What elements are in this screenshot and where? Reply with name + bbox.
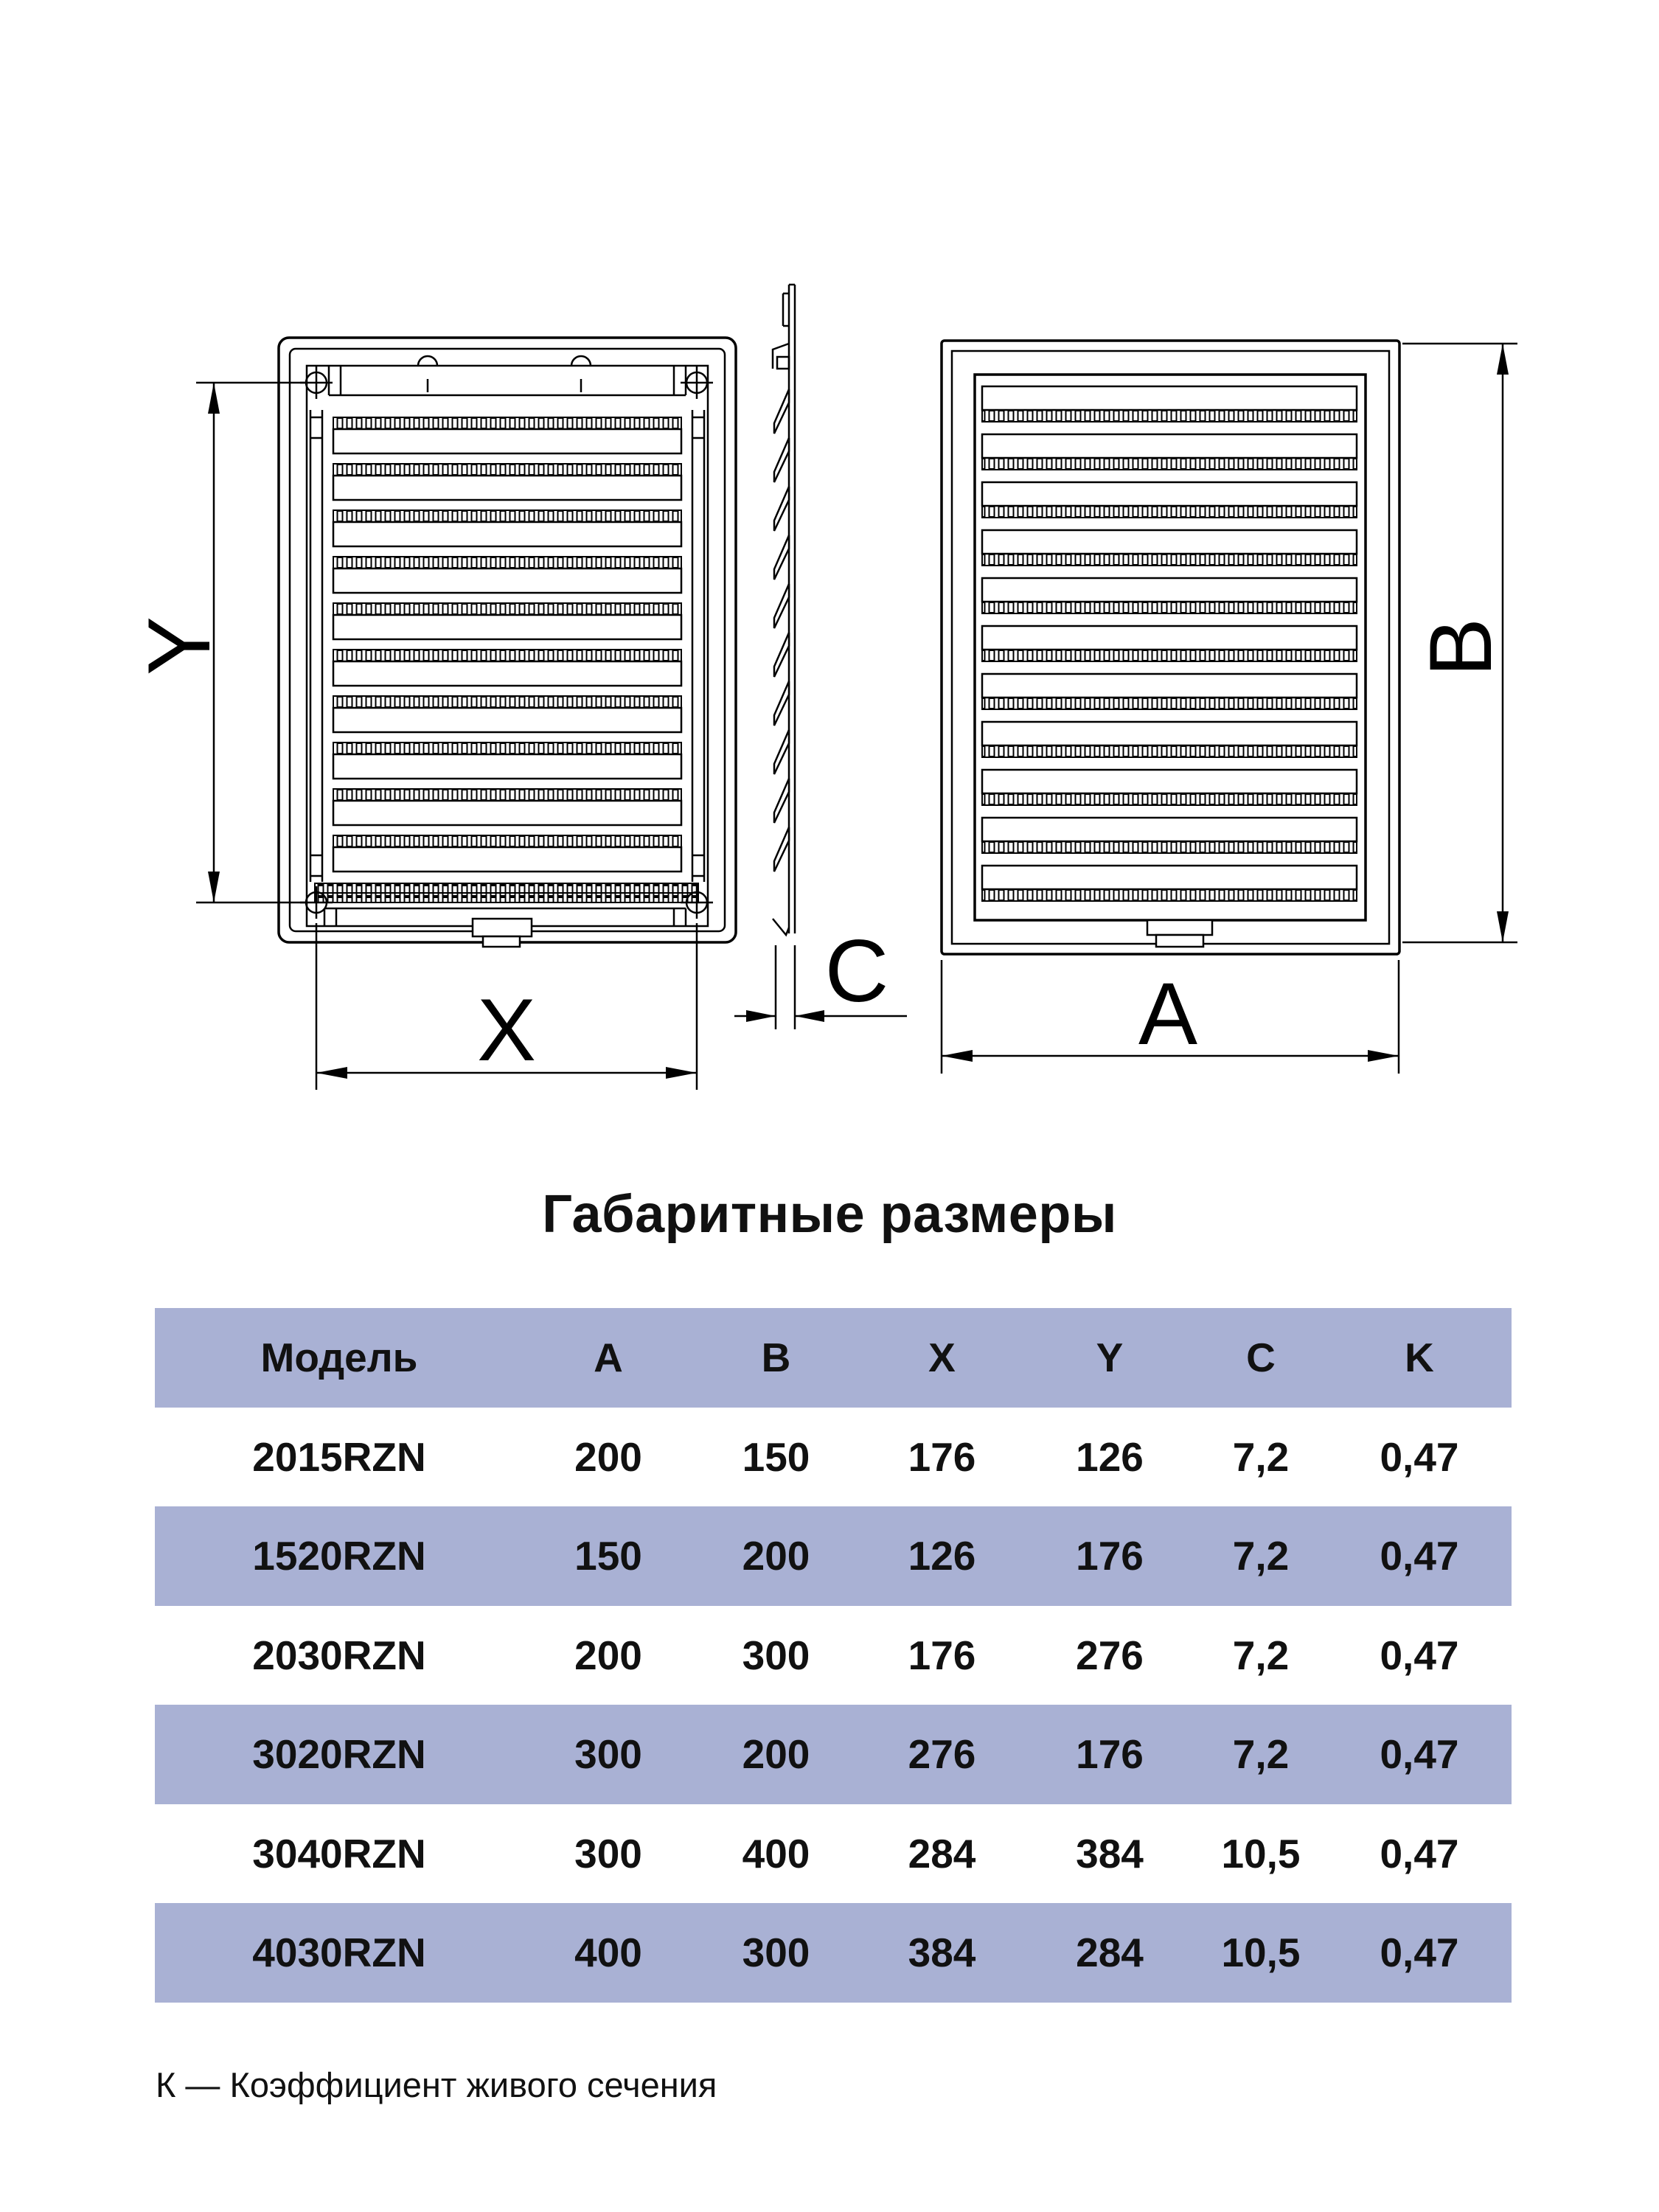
arrow-down-icon bbox=[1497, 911, 1509, 942]
cell: 7,2 bbox=[1232, 1533, 1290, 1579]
front-bottom-bar bbox=[324, 908, 686, 947]
arrow-left-icon bbox=[795, 1010, 824, 1022]
latch-tab bbox=[1156, 935, 1203, 947]
cell: 284 bbox=[1076, 1930, 1144, 1976]
cell-model: 1520RZN bbox=[252, 1533, 426, 1579]
header-cell-a: A bbox=[594, 1335, 623, 1381]
arrow-right-icon bbox=[746, 1010, 776, 1022]
cell: 126 bbox=[908, 1533, 976, 1579]
cell: 10,5 bbox=[1221, 1930, 1301, 1976]
cell: 0,47 bbox=[1380, 1632, 1459, 1678]
arrow-right-icon bbox=[666, 1067, 697, 1079]
cell: 10,5 bbox=[1221, 1830, 1301, 1877]
dimension-b bbox=[1402, 344, 1517, 942]
profile-view-drawing bbox=[734, 285, 907, 1029]
dimension-a bbox=[942, 960, 1399, 1074]
arrow-down-icon bbox=[208, 872, 220, 902]
cell: 176 bbox=[908, 1433, 976, 1480]
arrow-up-icon bbox=[1497, 344, 1509, 375]
cell-model: 2030RZN bbox=[252, 1632, 426, 1678]
latch bbox=[473, 919, 532, 936]
cell: 176 bbox=[908, 1632, 976, 1678]
cell: 7,2 bbox=[1232, 1433, 1290, 1480]
front-top-bar bbox=[329, 356, 686, 395]
cell: 7,2 bbox=[1232, 1632, 1290, 1678]
dimension-label-a: A bbox=[1138, 964, 1198, 1063]
profile-foot bbox=[773, 919, 789, 935]
cell: 176 bbox=[1076, 1731, 1144, 1778]
cell: 0,47 bbox=[1380, 1731, 1459, 1778]
cell: 0,47 bbox=[1380, 1433, 1459, 1480]
cell: 300 bbox=[574, 1830, 642, 1877]
cell: 150 bbox=[742, 1433, 810, 1480]
header-cell-model: Модель bbox=[260, 1335, 418, 1381]
section-title: Габаритные размеры bbox=[542, 1185, 1117, 1244]
header-cell-x: X bbox=[928, 1335, 956, 1381]
dimension-label-b: B bbox=[1411, 617, 1510, 678]
cell: 384 bbox=[908, 1930, 976, 1976]
header-cell-k: K bbox=[1405, 1335, 1434, 1381]
cell: 0,47 bbox=[1380, 1830, 1459, 1877]
header-cell-b: B bbox=[761, 1335, 791, 1381]
cell: 126 bbox=[1076, 1433, 1144, 1480]
header-cell-y: Y bbox=[1096, 1335, 1124, 1381]
latch-tab bbox=[483, 936, 520, 947]
cell: 300 bbox=[742, 1632, 810, 1678]
table-row bbox=[155, 1903, 1512, 2003]
cell: 200 bbox=[742, 1731, 810, 1778]
cell: 7,2 bbox=[1232, 1731, 1290, 1778]
front-louver-slats bbox=[333, 417, 681, 872]
cell: 300 bbox=[742, 1930, 810, 1976]
table-row bbox=[155, 1506, 1512, 1606]
profile-louver-fins bbox=[774, 389, 789, 872]
dimension-x bbox=[316, 923, 697, 1090]
dimension-label-x: X bbox=[476, 981, 537, 1079]
table-row bbox=[155, 1606, 1512, 1705]
table-row bbox=[155, 1804, 1512, 1904]
arrow-up-icon bbox=[208, 383, 220, 414]
cell: 200 bbox=[742, 1533, 810, 1579]
cell: 276 bbox=[908, 1731, 976, 1778]
dimension-label-c: C bbox=[824, 922, 889, 1020]
cell: 300 bbox=[574, 1731, 642, 1778]
arrow-right-icon bbox=[1368, 1050, 1399, 1062]
latch bbox=[1147, 920, 1212, 935]
back-louver-slats bbox=[982, 386, 1357, 901]
header-cell-c: C bbox=[1246, 1335, 1276, 1381]
cell-model: 3040RZN bbox=[252, 1830, 426, 1877]
table-row bbox=[155, 1408, 1512, 1507]
table-header-row bbox=[155, 1308, 1512, 1408]
keyhole-tab-icon bbox=[418, 356, 437, 366]
cell: 384 bbox=[1076, 1830, 1144, 1877]
keyhole-tab-icon bbox=[571, 356, 591, 366]
cell: 200 bbox=[574, 1632, 642, 1678]
cell-model: 2015RZN bbox=[252, 1433, 426, 1480]
cell-model: 3020RZN bbox=[252, 1731, 426, 1778]
cell: 0,47 bbox=[1380, 1533, 1459, 1579]
cell: 276 bbox=[1076, 1632, 1144, 1678]
front-view-drawing bbox=[130, 338, 736, 1090]
back-view-drawing bbox=[942, 341, 1517, 1074]
footnote: К — Коэффициент живого сечения bbox=[156, 2065, 717, 2104]
cell: 150 bbox=[574, 1533, 642, 1579]
dimension-c bbox=[734, 922, 907, 1029]
front-bottom-comb bbox=[315, 883, 698, 902]
profile-top-hook bbox=[773, 344, 789, 369]
cell: 200 bbox=[574, 1433, 642, 1480]
dimensions-table bbox=[155, 1308, 1512, 2003]
cell: 0,47 bbox=[1380, 1930, 1459, 1976]
arrow-left-icon bbox=[316, 1067, 347, 1079]
arrow-left-icon bbox=[942, 1050, 973, 1062]
cell: 284 bbox=[908, 1830, 976, 1877]
cell: 176 bbox=[1076, 1533, 1144, 1579]
dimension-label-y: Y bbox=[130, 616, 229, 676]
table-row bbox=[155, 1705, 1512, 1804]
cell: 400 bbox=[574, 1930, 642, 1976]
cell-model: 4030RZN bbox=[252, 1930, 426, 1976]
cell: 400 bbox=[742, 1830, 810, 1877]
